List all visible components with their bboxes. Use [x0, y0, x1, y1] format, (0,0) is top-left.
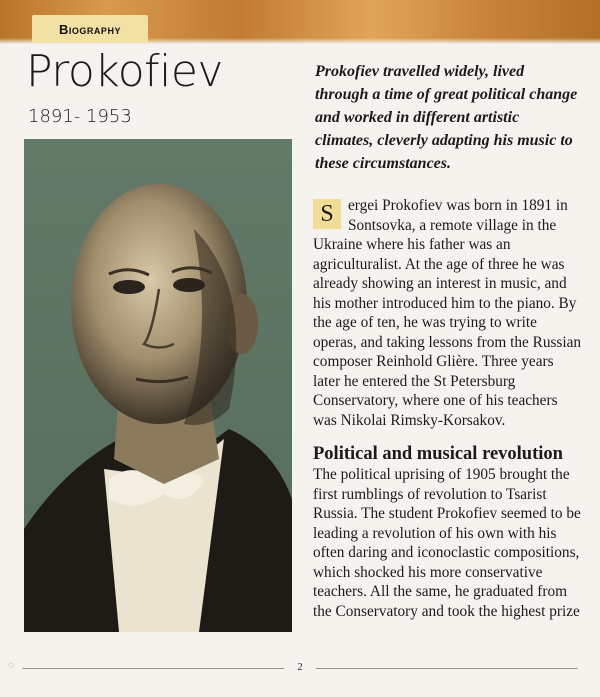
body-paragraph-2: The political uprising of 1905 brought the first rumblings of revolution to Tsarist Russia. The student Prokofiev seemed to be leading a revolution of his own with his often daring and iconoclastic compositions, which shocked his more conservative teachers. All the same, he graduated from the Conservatory and took the highest prize	[313, 466, 581, 620]
section-tab-label: Biography	[59, 21, 121, 37]
intro-text: Prokofiev travelled widely, lived through a time of great political change and worked in different artistic climates, cleverly adapting his music to these circumstances.	[315, 63, 578, 172]
life-years: 1891- 1953	[28, 106, 132, 127]
corner-mark-icon: ◌	[8, 660, 14, 671]
page-number: 2	[297, 661, 303, 673]
page-title: Prokofiev	[26, 46, 223, 97]
footer-rule-left	[22, 668, 284, 669]
portrait-photo	[24, 139, 292, 632]
footer-rule-right	[316, 668, 578, 669]
paragraph-1-text: ergei Prokofiev was born in 1891 in Sontsovka, a remote village in the Ukraine where his father was an agriculturalist. At the age of three he was already showing an interest in music, and his mother introduced him to the piano. By the age of ten, he was trying to write operas, and taking lessons from the Russian composer Reinhold Glière. Three years later he entered the St Petersburg Conservatory, where one of his teachers was Nikolai Rimsky-Korsakov.	[313, 197, 582, 429]
body-paragraph-1	[313, 196, 583, 430]
section-subheading: Political and musical revolution	[313, 444, 563, 464]
portrait-illustration	[24, 139, 292, 632]
drop-cap: S	[313, 199, 341, 229]
section-tab	[32, 15, 148, 43]
